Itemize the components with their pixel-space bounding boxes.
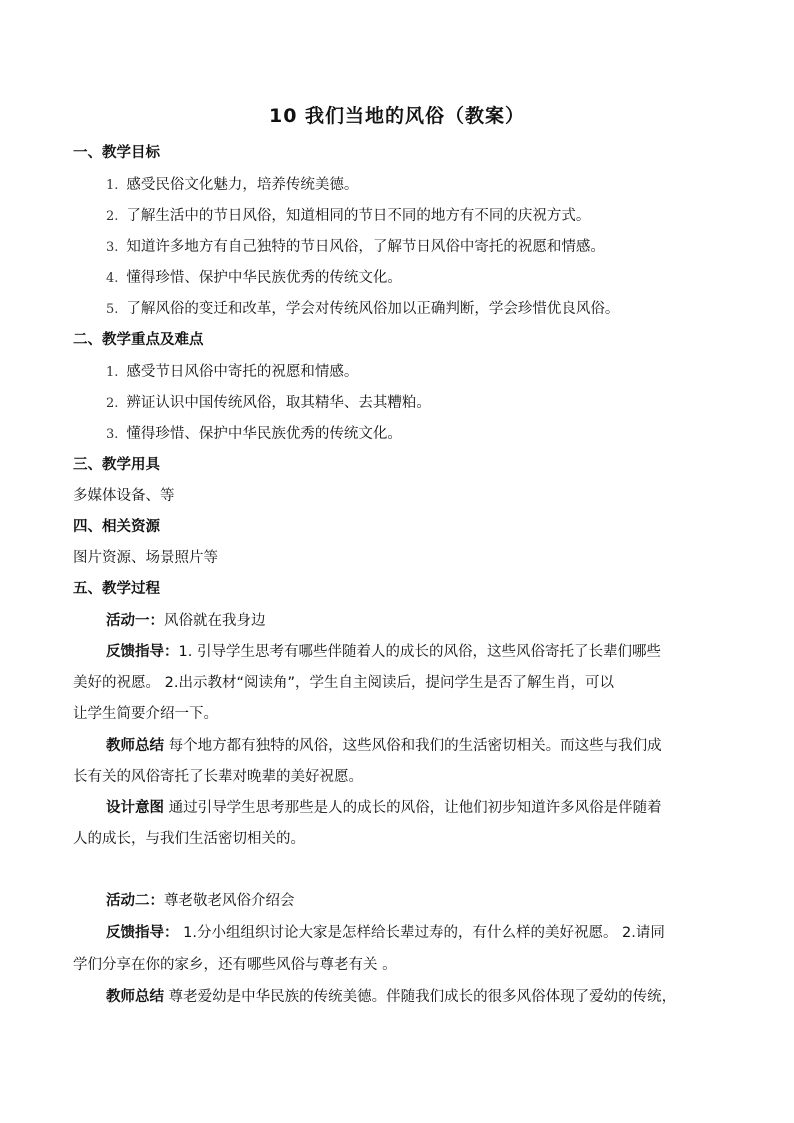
activity-one-summary-cont: 长有关的风俗寄托了长辈对晚辈的美好祝愿。 bbox=[73, 769, 363, 785]
section-heading-tools: 三、教学用具 bbox=[73, 457, 160, 473]
activity-label: 活动二： bbox=[106, 893, 164, 909]
focus-text: 懂得珍惜、保护中华民族优秀的传统文化。 bbox=[126, 426, 402, 442]
section-heading-resources: 四、相关资源 bbox=[73, 519, 160, 535]
goal-text: 了解风俗的变迁和改革，学会对传统风俗加以正确判断，学会珍惜优良风俗。 bbox=[126, 301, 620, 317]
focus-number: 1. bbox=[106, 365, 119, 380]
focus-text: 辨证认识中国传统风俗，取其精华、去其糟粕。 bbox=[126, 395, 431, 411]
activity-one-feedback-cont: 美好的祝愿。 2.出示教材“阅读角”，学生自主阅读后，提问学生是否了解生肖，可以 bbox=[73, 675, 614, 691]
goal-number: 1. bbox=[106, 178, 119, 193]
resources-text: 图片资源、场景照片等 bbox=[73, 550, 218, 566]
goal-number: 4. bbox=[106, 271, 119, 286]
goal-item bbox=[106, 206, 590, 227]
activity-label: 活动一： bbox=[106, 613, 164, 629]
goal-number: 5. bbox=[106, 302, 119, 317]
page-title: 10 我们当地的风俗（教案） bbox=[268, 105, 526, 127]
summary-text: 每个地方都有独特的风俗，这些风俗和我们的生活密切相关。而这些与我们成 bbox=[164, 738, 662, 754]
feedback-text: 1.分小组组织讨论大家是怎样给长辈过寿的，有什么样的美好祝愿。 2.请同 bbox=[178, 925, 665, 941]
goal-item bbox=[106, 175, 358, 196]
section-heading-process: 五、教学过程 bbox=[73, 581, 160, 597]
activity-two-feedback bbox=[106, 923, 665, 943]
tools-text: 多媒体设备、等 bbox=[73, 488, 175, 504]
goal-number: 3. bbox=[106, 240, 119, 255]
focus-number: 2. bbox=[106, 396, 119, 411]
goal-item bbox=[106, 299, 619, 320]
focus-item bbox=[106, 424, 402, 445]
summary-label: 教师总结 bbox=[106, 989, 164, 1005]
goal-text: 懂得珍惜、保护中华民族优秀的传统文化。 bbox=[126, 270, 402, 286]
activity-name: 尊老敬老风俗介绍会 bbox=[164, 893, 295, 909]
goal-item bbox=[106, 237, 605, 258]
section-heading-focus: 二、教学重点及难点 bbox=[73, 332, 204, 348]
activity-one-feedback bbox=[106, 642, 661, 662]
activity-one-summary bbox=[106, 736, 662, 756]
goal-item bbox=[106, 268, 402, 289]
activity-one-feedback-cont: 让学生简要介绍一下。 bbox=[73, 706, 218, 722]
activity-one-design-cont: 人的成长，与我们生活密切相关的。 bbox=[73, 831, 305, 847]
activity-name: 风俗就在我身边 bbox=[164, 613, 266, 629]
summary-text: 尊老爱幼是中华民族的传统美德。伴随我们成长的很多风俗体现了爱幼的传统， bbox=[164, 989, 677, 1005]
focus-text: 感受节日风俗中寄托的祝愿和情感。 bbox=[126, 364, 359, 380]
design-label: 设计意图 bbox=[106, 800, 164, 816]
focus-number: 3. bbox=[106, 427, 119, 442]
summary-label: 教师总结 bbox=[106, 738, 164, 754]
activity-one-title bbox=[106, 611, 266, 631]
feedback-text: 1. 引导学生思考有哪些伴随着人的成长的风俗，这些风俗寄托了长辈们哪些 bbox=[178, 644, 661, 660]
goal-text: 感受民俗文化魅力，培养传统美德。 bbox=[126, 177, 359, 193]
activity-two-title bbox=[106, 891, 295, 911]
focus-item bbox=[106, 362, 358, 383]
goal-number: 2. bbox=[106, 209, 119, 224]
activity-two-feedback-cont: 学们分享在你的家乡，还有哪些风俗与尊老有关 。 bbox=[73, 957, 397, 973]
feedback-label: 反馈指导： bbox=[106, 925, 179, 941]
focus-item bbox=[106, 393, 431, 414]
activity-one-design bbox=[106, 798, 662, 818]
section-heading-goals: 一、教学目标 bbox=[73, 145, 160, 161]
activity-two-summary bbox=[106, 987, 676, 1007]
goal-text: 了解生活中的节日风俗，知道相同的节日不同的地方有不同的庆祝方式。 bbox=[126, 208, 591, 224]
design-text: 通过引导学生思考那些是人的成长的风俗，让他们初步知道许多风俗是伴随着 bbox=[164, 800, 662, 816]
feedback-label: 反馈指导： bbox=[106, 644, 179, 660]
goal-text: 知道许多地方有自己独特的节日风俗，了解节日风俗中寄托的祝愿和情感。 bbox=[126, 239, 605, 255]
